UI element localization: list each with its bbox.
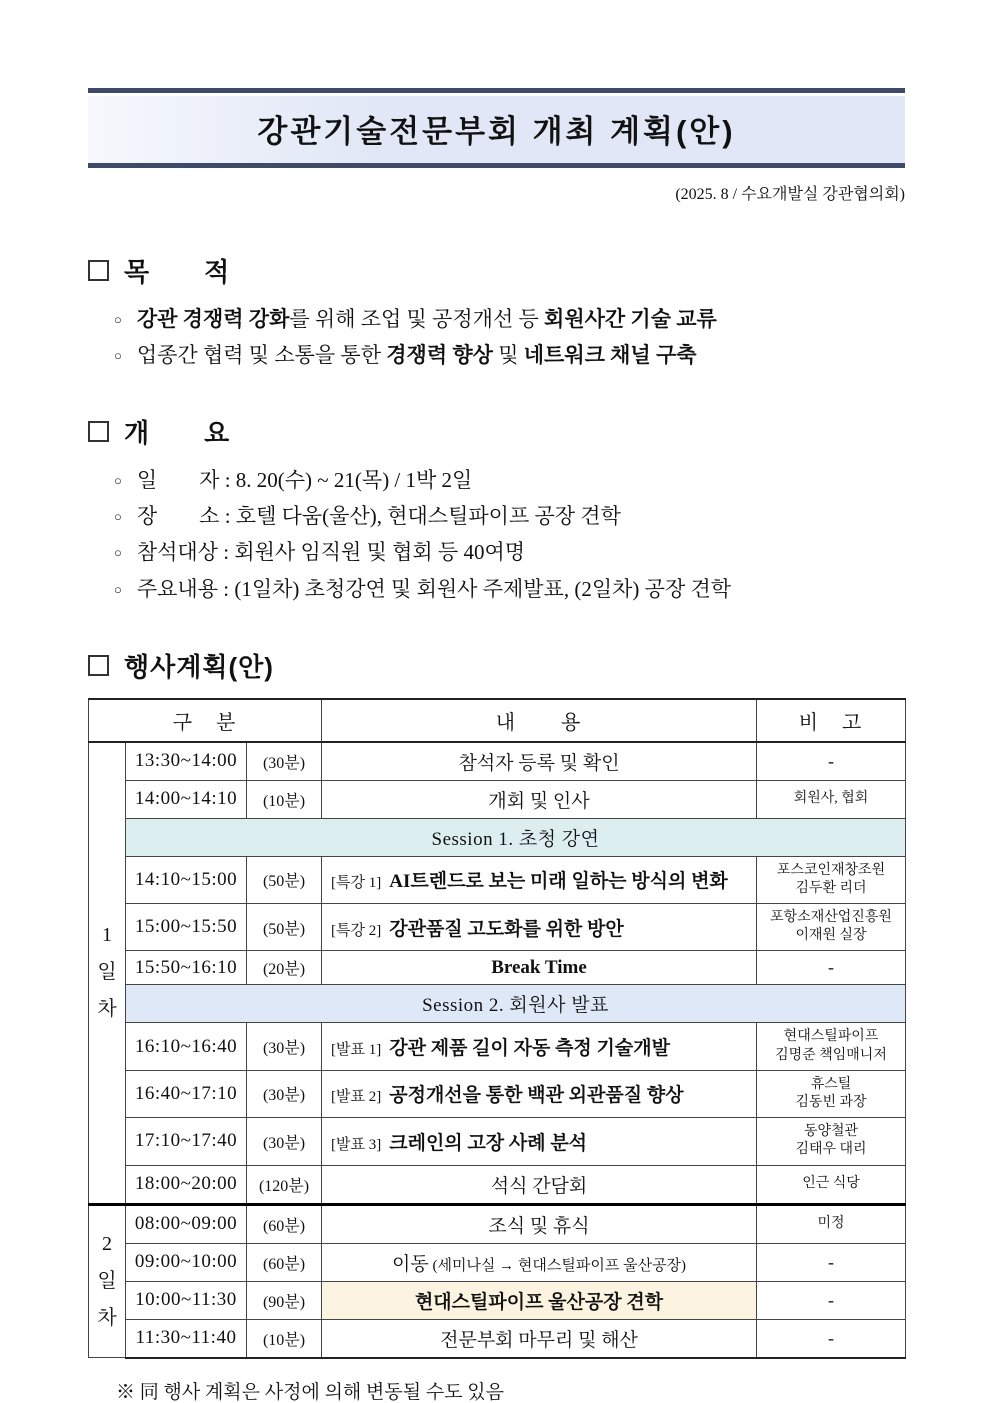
content-text: 전문부회 마무리 및 해산 xyxy=(440,1329,638,1351)
circle-bullet-icon: ○ xyxy=(114,473,122,489)
section-heading-purpose xyxy=(88,252,905,289)
schedule-row xyxy=(89,1118,906,1165)
time-cell: 16:40~17:10 xyxy=(126,1070,247,1117)
note-line: 인근 식당 xyxy=(802,1175,860,1191)
duration-cell: (120분) xyxy=(247,1165,322,1204)
content-cell xyxy=(322,856,757,903)
overview-item-separator: : xyxy=(219,468,236,493)
note-cell: - xyxy=(757,1243,906,1281)
circle-bullet-icon: ○ xyxy=(114,312,122,327)
duration-cell: (60분) xyxy=(247,1243,322,1281)
time-cell: 08:00~09:00 xyxy=(126,1204,247,1243)
schedule-row xyxy=(89,780,906,818)
time-cell: 13:30~14:00 xyxy=(126,742,247,781)
talk-number-label: [발표 2] xyxy=(331,1089,382,1106)
note-line: 김태우 대리 xyxy=(795,1142,867,1158)
purpose-item xyxy=(114,301,905,337)
note-cell xyxy=(757,1023,906,1070)
content-text: 이동 xyxy=(391,1253,429,1275)
note-cell xyxy=(757,1070,906,1117)
time-cell: 09:00~10:00 xyxy=(126,1243,247,1281)
time-cell: 18:00~20:00 xyxy=(126,1165,247,1204)
content-cell xyxy=(322,1319,757,1358)
overview-item-text xyxy=(137,462,472,498)
text-segment: 를 위해 조업 및 공정개선 등 xyxy=(289,307,545,331)
session-row xyxy=(89,818,906,856)
schedule-row xyxy=(89,1319,906,1358)
schedule-heading-label: 행사계획(안) xyxy=(124,651,274,682)
overview-item xyxy=(114,534,905,570)
text-segment: 네트워크 채널 구축 xyxy=(523,343,697,368)
time-cell: 14:10~15:00 xyxy=(126,856,247,903)
overview-item-label: 일 자 xyxy=(136,468,220,493)
schedule-table xyxy=(88,698,906,1359)
note-cell: - xyxy=(757,1281,906,1319)
day-label-char: 일 xyxy=(97,1269,117,1292)
banner-top-rule xyxy=(88,88,905,93)
note-cell xyxy=(757,1165,906,1204)
content-cell xyxy=(322,1070,757,1117)
schedule-row xyxy=(89,1281,906,1319)
overview-list xyxy=(88,462,905,606)
talk-number-label: [특강 2] xyxy=(331,922,382,939)
square-bullet-icon xyxy=(88,260,109,281)
content-cell xyxy=(322,951,757,985)
talk-title: AI트렌드로 보는 미래 일하는 방식의 변화 xyxy=(389,871,728,893)
content-cell xyxy=(322,904,757,951)
column-header-group: 구 분 xyxy=(89,699,322,742)
duration-cell: (30분) xyxy=(247,1070,322,1117)
time-cell: 15:50~16:10 xyxy=(126,951,247,985)
duration-cell: (20분) xyxy=(247,951,322,985)
day-label-char: 일 xyxy=(97,961,117,984)
document-subtitle: (2025. 8 / 수요개발실 강관협의회) xyxy=(675,186,905,203)
time-cell: 10:00~11:30 xyxy=(126,1281,247,1319)
talk-title: 강관품질 고도화를 위한 방안 xyxy=(389,918,624,940)
content-text: 개회 및 인사 xyxy=(488,790,590,812)
overview-item-label: 참석대상 xyxy=(136,540,219,565)
note-line: 이재원 실장 xyxy=(795,928,867,944)
duration-cell: (30분) xyxy=(247,742,322,781)
overview-item-value: (1일차) 초청강연 및 회원사 주제발표, (2일차) 공장 견학 xyxy=(234,576,732,601)
overview-item-text xyxy=(137,498,621,534)
overview-heading-label: 개 요 xyxy=(124,418,231,449)
duration-cell: (10분) xyxy=(247,1319,322,1358)
text-segment: 회원사간 기술 교류 xyxy=(544,307,717,331)
note-cell: - xyxy=(757,742,906,781)
content-cell xyxy=(322,1023,757,1070)
schedule-header-row xyxy=(89,699,906,742)
content-cell xyxy=(322,1243,757,1281)
note-line: 포항소재산업진흥원 xyxy=(770,910,892,926)
time-cell: 17:10~17:40 xyxy=(126,1118,247,1165)
text-segment: 업종간 협력 및 소통을 통한 xyxy=(136,343,387,368)
duration-cell: (50분) xyxy=(247,856,322,903)
duration-cell: (60분) xyxy=(247,1204,322,1243)
text-segment: 강관 경쟁력 강화 xyxy=(136,307,290,331)
duration-cell: (30분) xyxy=(247,1023,322,1070)
content-cell xyxy=(322,1118,757,1165)
overview-item xyxy=(114,498,905,534)
note-line: 휴스틸 xyxy=(810,1076,852,1092)
purpose-heading-label: 목 적 xyxy=(124,257,231,287)
schedule-row xyxy=(89,1023,906,1070)
note-line: 김동빈 과장 xyxy=(795,1094,867,1110)
content-text: 현대스틸파이프 울산공장 견학 xyxy=(414,1291,664,1313)
time-cell: 11:30~11:40 xyxy=(126,1319,247,1358)
column-header-content: 내 용 xyxy=(322,699,757,742)
overview-item-separator: : xyxy=(219,504,236,529)
circle-bullet-icon: ○ xyxy=(114,545,122,561)
overview-item-label: 주요내용 xyxy=(136,576,219,601)
day-label-char: 1 xyxy=(102,924,112,947)
document-title: 강관기술전문부회 개최 계획(안) xyxy=(257,114,736,149)
time-cell: 14:00~14:10 xyxy=(126,780,247,818)
title-banner xyxy=(88,96,905,168)
schedule-row xyxy=(89,1204,906,1243)
note-line: 포스코인재창조원 xyxy=(776,862,886,878)
overview-item-text xyxy=(137,534,525,570)
time-cell: 16:10~16:40 xyxy=(126,1023,247,1070)
duration-cell: (30분) xyxy=(247,1118,322,1165)
purpose-item xyxy=(114,337,905,373)
schedule-row xyxy=(89,856,906,903)
content-subtext: (세미나실 → 현대스틸파이프 울산공장) xyxy=(428,1257,687,1274)
schedule-row xyxy=(89,1165,906,1204)
text-segment: 및 xyxy=(492,343,524,368)
content-cell xyxy=(322,1165,757,1204)
overview-item-label: 장 소 xyxy=(136,504,220,529)
duration-cell: (10분) xyxy=(247,780,322,818)
session-header: Session 1. 초청 강연 xyxy=(126,818,906,856)
square-bullet-icon xyxy=(88,655,109,676)
content-text: 석식 간담회 xyxy=(490,1175,588,1197)
talk-title: 강관 제품 길이 자동 측정 기술개발 xyxy=(389,1038,670,1060)
note-line: 회원사, 협회 xyxy=(793,791,869,807)
schedule-row xyxy=(89,742,906,781)
circle-bullet-icon: ○ xyxy=(114,581,122,597)
schedule-row xyxy=(89,1243,906,1281)
overview-item-value: 회원사 임직원 및 협회 등 40여명 xyxy=(234,540,526,565)
talk-number-label: [특강 1] xyxy=(331,875,382,892)
note-line: 현대스틸파이프 xyxy=(783,1029,879,1045)
session-row xyxy=(89,985,906,1023)
overview-item-value: 호텔 다움(울산), 현대스틸파이프 공장 견학 xyxy=(235,504,621,529)
session-header: Session 2. 회원사 발표 xyxy=(126,985,906,1023)
talk-number-label: [발표 3] xyxy=(331,1136,382,1153)
schedule-footnote: ※ 同 행사 계획은 사정에 의해 변동될 수도 있음 xyxy=(116,1381,505,1403)
day-label xyxy=(89,742,126,1204)
content-cell xyxy=(322,742,757,781)
note-line: 김명준 책임매니저 xyxy=(775,1047,887,1063)
time-cell: 15:00~15:50 xyxy=(126,904,247,951)
section-heading-overview xyxy=(88,413,905,450)
talk-title: 크레인의 고장 사례 분석 xyxy=(389,1132,588,1154)
purpose-item-text xyxy=(137,301,717,337)
purpose-list xyxy=(88,301,905,373)
content-text: Break Time xyxy=(491,956,587,978)
note-cell xyxy=(757,1204,906,1243)
talk-title: 공정개선을 통한 백관 외관품질 향상 xyxy=(389,1085,684,1107)
content-cell xyxy=(322,1204,757,1243)
talk-number-label: [발표 1] xyxy=(331,1042,382,1059)
schedule-row xyxy=(89,904,906,951)
circle-bullet-icon: ○ xyxy=(114,509,122,525)
note-cell xyxy=(757,1118,906,1165)
content-cell xyxy=(322,1281,757,1319)
purpose-item-text xyxy=(137,337,697,373)
section-heading-schedule xyxy=(88,647,905,684)
content-text: 조식 및 휴식 xyxy=(488,1215,590,1237)
text-segment: 경쟁력 향상 xyxy=(386,343,493,368)
note-cell: - xyxy=(757,951,906,985)
day-label-char: 차 xyxy=(97,1306,117,1329)
content-text: 참석자 등록 및 확인 xyxy=(458,752,620,774)
schedule-row xyxy=(89,1070,906,1117)
day-label-char: 차 xyxy=(97,998,117,1021)
overview-item-value: 8. 20(수) ~ 21(목) / 1박 2일 xyxy=(235,468,473,493)
note-line: 미정 xyxy=(817,1215,845,1231)
overview-item-separator: : xyxy=(218,540,235,565)
day-label xyxy=(89,1204,126,1358)
schedule-row xyxy=(89,951,906,985)
note-cell: - xyxy=(757,1319,906,1358)
note-cell xyxy=(757,856,906,903)
square-bullet-icon xyxy=(88,421,109,442)
note-cell xyxy=(757,904,906,951)
overview-item-text xyxy=(137,571,731,607)
duration-cell: (50분) xyxy=(247,904,322,951)
note-line: 김두환 리더 xyxy=(795,880,867,896)
circle-bullet-icon: ○ xyxy=(114,348,122,364)
day-label-char: 2 xyxy=(102,1232,112,1255)
note-line: 동양철관 xyxy=(803,1124,859,1140)
overview-item xyxy=(114,462,905,498)
overview-item xyxy=(114,571,905,607)
column-header-note: 비 고 xyxy=(757,699,906,742)
note-cell xyxy=(757,780,906,818)
duration-cell: (90분) xyxy=(247,1281,322,1319)
overview-item-separator: : xyxy=(218,576,235,601)
content-cell xyxy=(322,780,757,818)
